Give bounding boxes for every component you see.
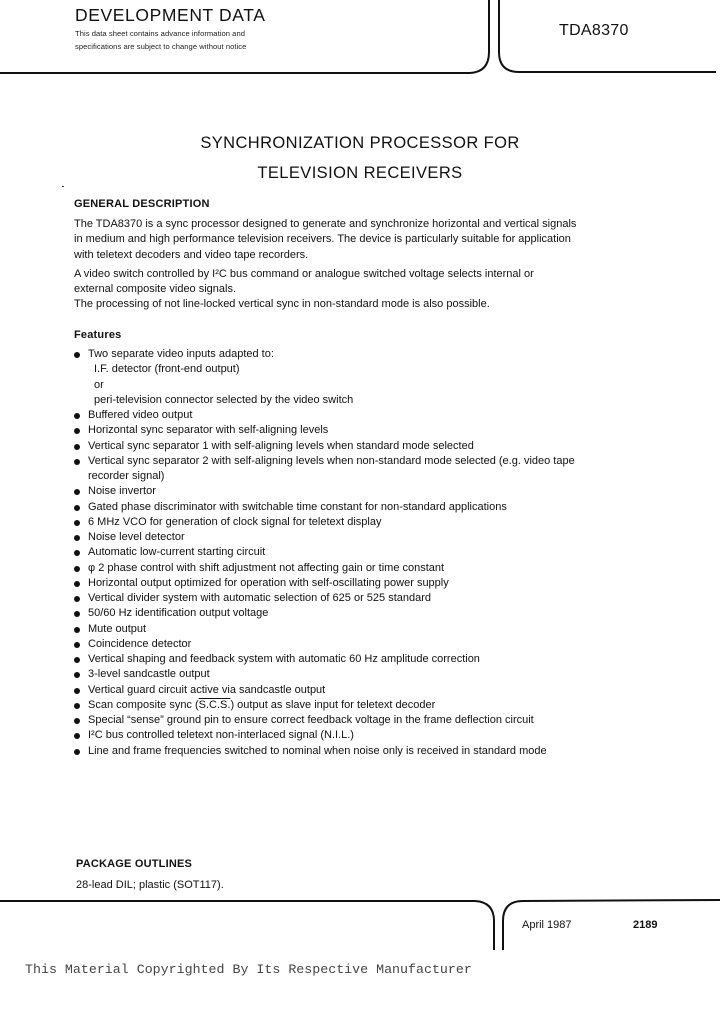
bullet-icon — [74, 520, 80, 526]
footer-date: April 1987 — [522, 919, 572, 931]
bullet-icon — [74, 581, 80, 587]
feature-item: φ 2 phase control with shift adjustment not affecting gain or time constant — [74, 561, 575, 576]
feature-item: Scan composite sync (S.C.S.) output as slave input for teletext decoder — [74, 698, 575, 713]
feature-item: 50/60 Hz identification output voltage — [74, 606, 575, 621]
header-notice-line-1: This data sheet contains advance information and — [75, 29, 245, 38]
feature-item: Mute output — [74, 622, 575, 637]
bullet-icon — [74, 489, 80, 495]
feature-item: Horizontal sync separator with self-aligning levels — [74, 423, 575, 438]
document-title-line-2: TELEVISION RECEIVERS — [257, 164, 463, 182]
bullet-icon — [74, 459, 80, 465]
development-data-label: DEVELOPMENT DATA — [75, 5, 266, 25]
general-description-heading: GENERAL DESCRIPTION — [74, 198, 210, 210]
bullet-icon — [74, 733, 80, 739]
feature-item: 6 MHz VCO for generation of clock signal for teletext display — [74, 515, 575, 530]
copyright-notice: This Material Copyrighted By Its Respective Manufacturer — [25, 962, 472, 977]
general-description-paragraph-2 — [74, 267, 534, 298]
bullet-icon — [74, 550, 80, 556]
bullet-icon — [74, 642, 80, 648]
bullet-icon — [74, 413, 80, 419]
feature-item: Vertical sync separator 1 with self-aligning levels when standard mode selected — [74, 439, 575, 454]
general-description-paragraph-3: The processing of not line-locked vertical sync in non-standard mode is also possible. — [74, 298, 490, 310]
paragraph-line: external composite video signals. — [74, 283, 237, 296]
bullet-icon — [74, 611, 80, 617]
bullet-icon — [74, 703, 80, 709]
feature-item: Noise level detector — [74, 530, 575, 545]
feature-item: Noise invertor — [74, 484, 575, 499]
bullet-icon — [74, 749, 80, 755]
feature-item: Vertical divider system with automatic selection of 625 or 525 standard — [74, 591, 575, 606]
feature-item: Special “sense” ground pin to ensure correct feedback voltage in the frame deflection circuit — [74, 713, 575, 728]
feature-item: Horizontal output optimized for operation with self-oscillating power supply — [74, 576, 575, 591]
feature-item: Vertical guard circuit active via sandcastle output — [74, 683, 575, 698]
feature-item: I²C bus controlled teletext non-interlaced signal (N.I.L.) — [74, 728, 575, 743]
feature-subitem: I.F. detector (front-end output) — [94, 363, 240, 376]
bullet-icon — [74, 657, 80, 663]
feature-subitem: or — [94, 378, 104, 391]
feature-item: Gated phase discriminator with switchable time constant for non-standard applications — [74, 500, 575, 515]
feature-item: Coincidence detector — [74, 637, 575, 652]
feature-subitem: peri-television connector selected by the video switch — [94, 393, 354, 406]
package-outlines-text: 28-lead DIL; plastic (SOT117). — [76, 879, 224, 891]
bullet-icon — [74, 505, 80, 511]
bullet-icon — [74, 718, 80, 724]
document-title-line-1: SYNCHRONIZATION PROCESSOR FOR — [200, 134, 520, 152]
paragraph-line: in medium and high performance television receivers. The device is particularly suitable for application — [74, 233, 571, 246]
features-list — [74, 347, 575, 759]
paragraph-line: A video switch controlled by I²C bus command or analogue switched voltage selects internal or — [74, 268, 534, 280]
feature-item: Automatic low-current starting circuit — [74, 545, 575, 560]
bullet-icon — [74, 352, 80, 358]
package-outlines-heading: PACKAGE OUTLINES — [76, 858, 193, 870]
general-description-paragraph-1 — [74, 217, 576, 263]
footer-page-number: 2189 — [633, 919, 658, 931]
feature-item: Vertical sync separator 2 with self-aligning levels when non-standard mode selected (e.g. video tape — [74, 454, 575, 469]
part-number: TDA8370 — [559, 22, 629, 39]
features-heading: Features — [74, 329, 122, 341]
feature-continuation: recorder signal) — [88, 470, 165, 482]
bullet-icon — [74, 672, 80, 678]
bullet-icon — [74, 596, 80, 602]
bullet-icon — [74, 444, 80, 450]
scs-overline-text: S.C.S. — [198, 698, 231, 711]
feature-item: Buffered video output — [74, 408, 575, 423]
feature-item: 3-level sandcastle output — [74, 667, 575, 682]
bullet-icon — [74, 428, 80, 434]
bullet-icon — [74, 566, 80, 572]
bullet-icon — [74, 535, 80, 541]
feature-item: Two separate video inputs adapted to: — [74, 347, 575, 362]
feature-item: Vertical shaping and feedback system with automatic 60 Hz amplitude correction — [74, 652, 575, 667]
feature-item: Line and frame frequencies switched to nominal when noise only is received in standard mode — [74, 744, 575, 759]
paragraph-line: The TDA8370 is a sync processor designed to generate and synchronize horizontal and vertical signals — [74, 218, 577, 230]
margin-mark — [62, 186, 64, 187]
header-notice-line-2: specifications are subject to change without notice — [75, 42, 247, 51]
footer-left-rule — [0, 901, 494, 950]
bullet-icon — [74, 627, 80, 633]
paragraph-line: with teletext decoders and video tape recorders. — [74, 248, 309, 261]
bullet-icon — [74, 688, 80, 694]
